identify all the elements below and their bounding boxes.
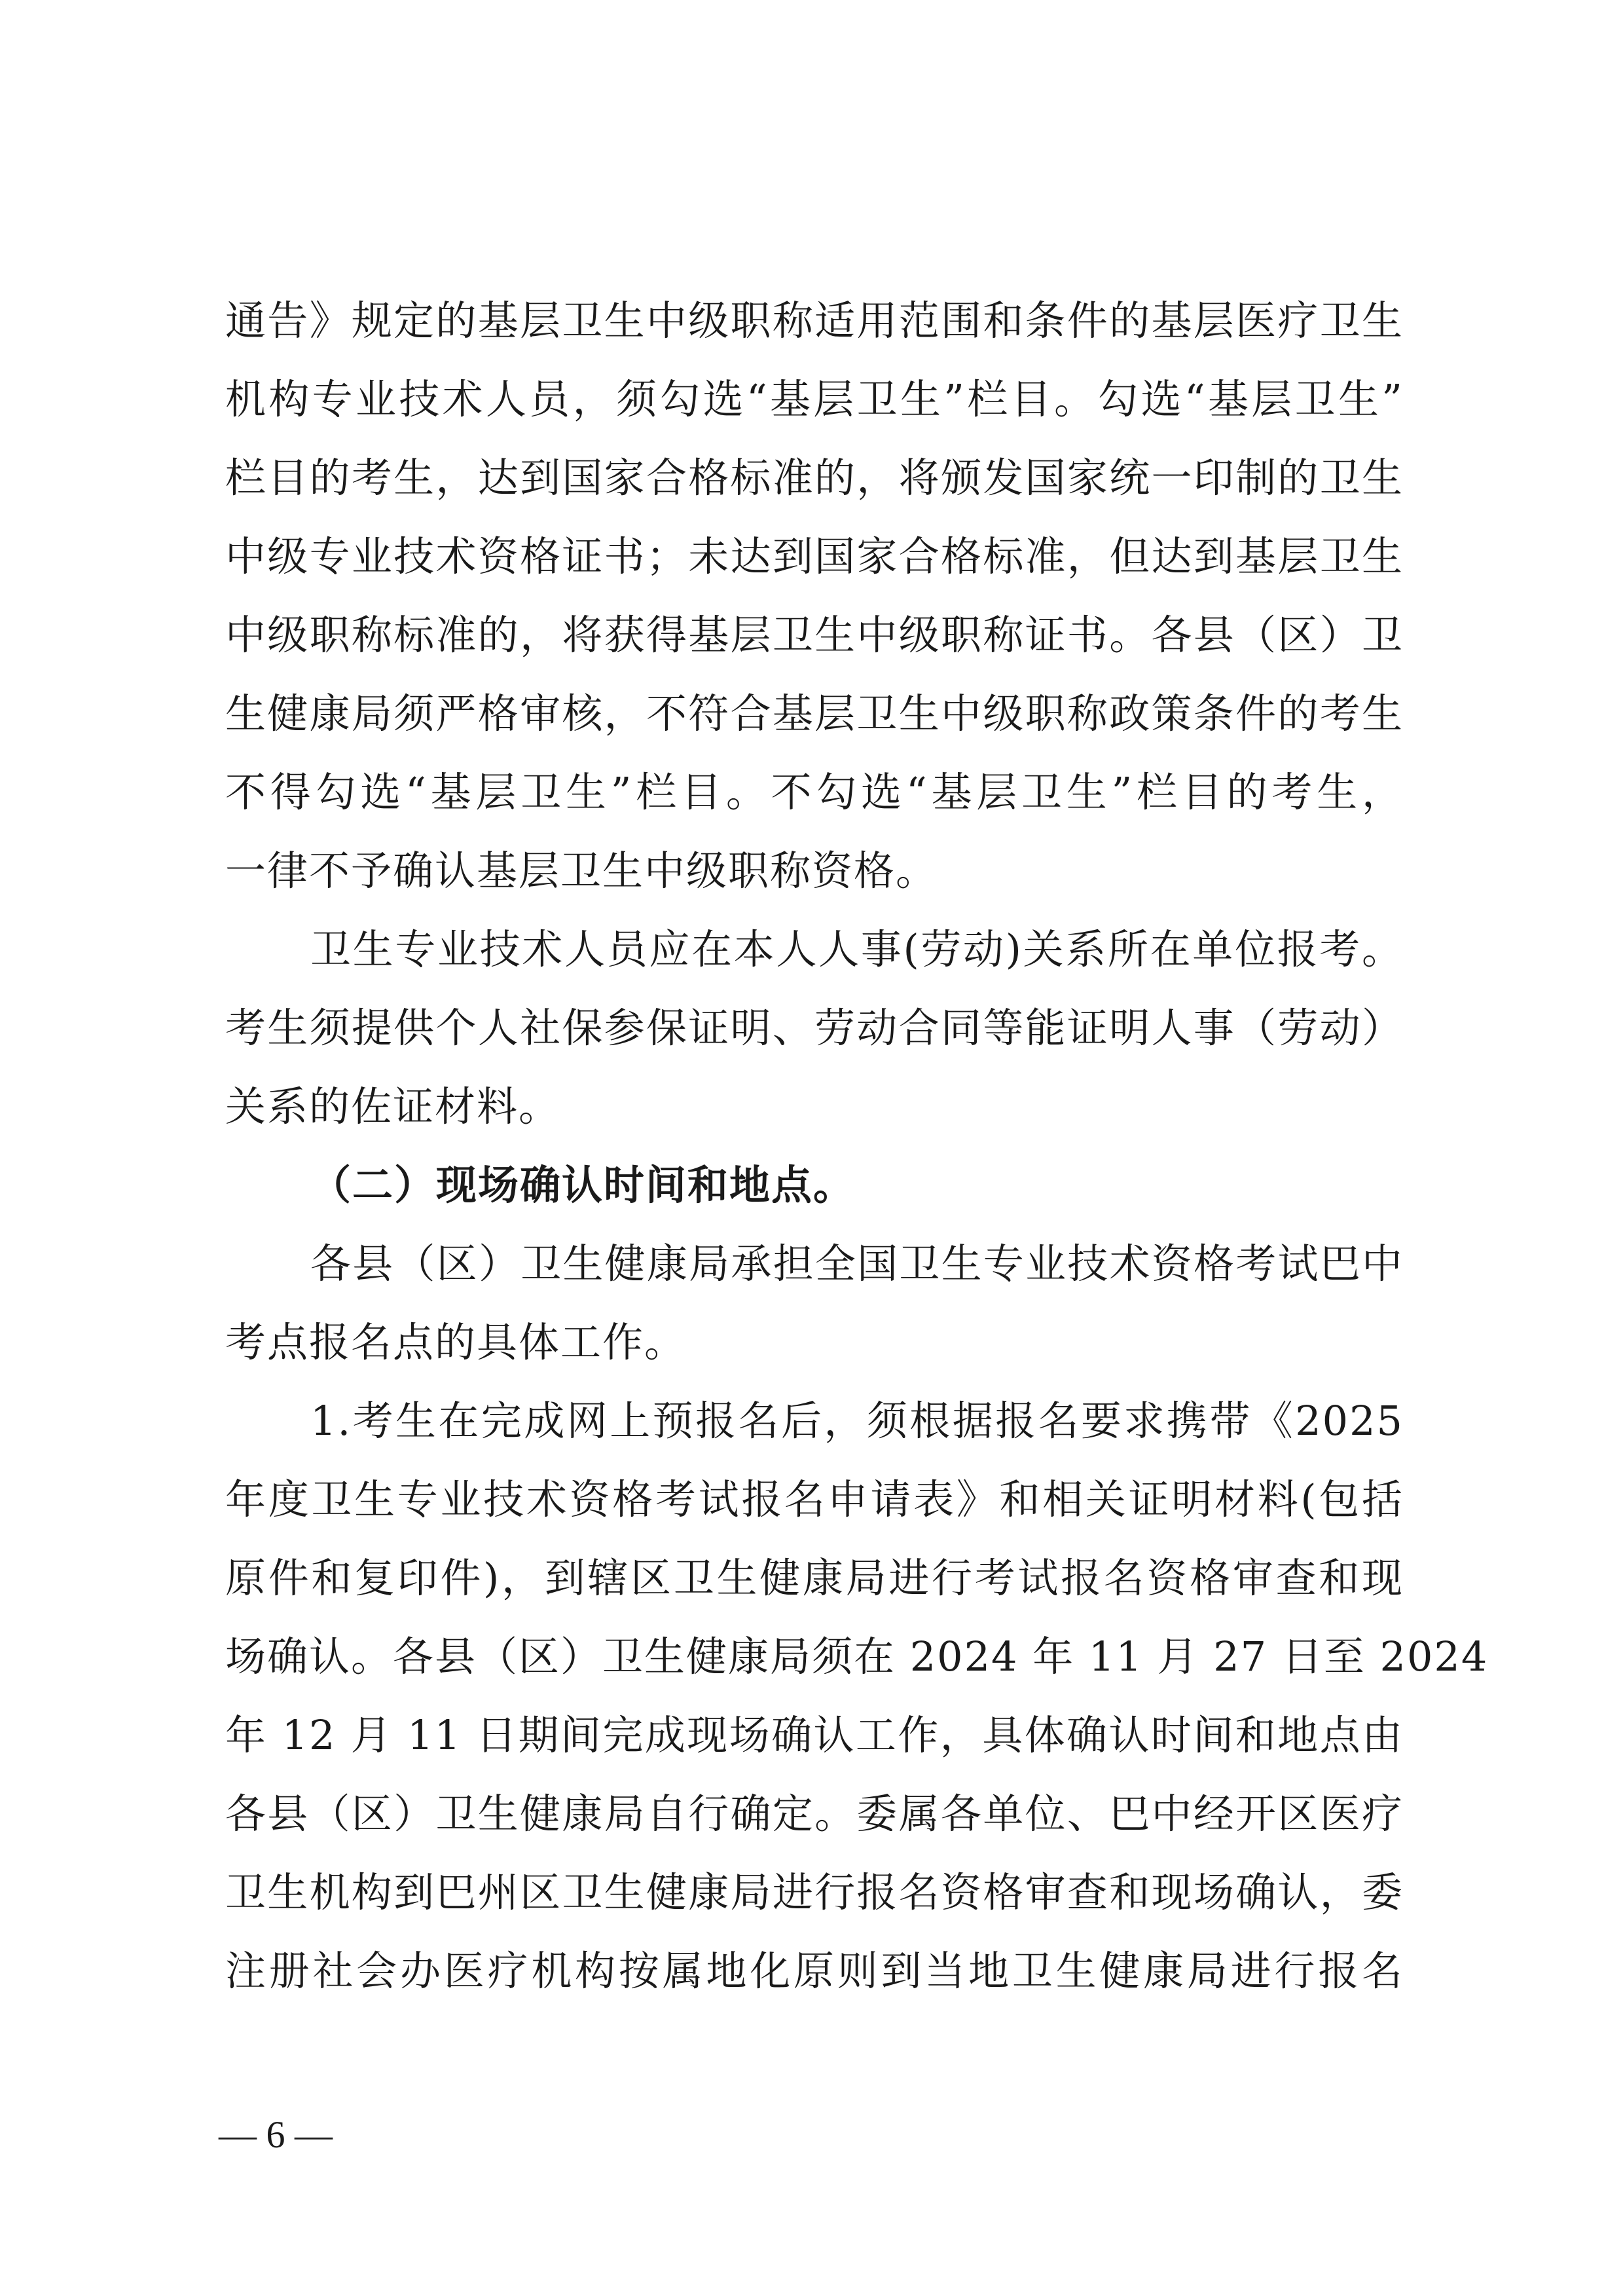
- text-line: 中级职称标准的，将获得基层卫生中级职称证书。各县（区）卫: [225, 611, 1404, 659]
- text-line: 栏目的考生，达到国家合格标准的，将颁发国家统一印制的卫生: [225, 454, 1404, 502]
- text-line: 各县（区）卫生健康局自行确定。委属各单位、巴中经开区医疗: [225, 1790, 1404, 1838]
- text-line: 考点报名点的具体工作。: [225, 1318, 687, 1366]
- text-line: 通告》规定的基层卫生中级职称适用范围和条件的基层医疗卫生: [225, 297, 1404, 344]
- text-line: 一律不予确认基层卫生中级职称资格。: [225, 847, 938, 895]
- paragraph-start-line: 1.考生在完成网上预报名后，须根据报名要求携带《2025: [310, 1397, 1404, 1445]
- text-line: 原件和复印件)，到辖区卫生健康局进行考试报名资格审查和现: [225, 1554, 1404, 1602]
- text-line: 关系的佐证材料。: [225, 1083, 561, 1130]
- paragraph-start-line: 卫生专业技术人员应在本人人事(劳动)关系所在单位报考。: [310, 925, 1404, 973]
- text-line: 年 12 月 11 日期间完成现场确认工作，具体确认时间和地点由: [225, 1711, 1404, 1759]
- text-line: 年度卫生专业技术资格考试报名申请表》和相关证明材料(包括: [225, 1475, 1404, 1523]
- text-line: 生健康局须严格审核，不符合基层卫生中级职称政策条件的考生: [225, 690, 1404, 737]
- section-heading: （二）现场确认时间和地点。: [310, 1161, 856, 1209]
- text-line: 卫生机构到巴州区卫生健康局进行报名资格审查和现场确认，委: [225, 1868, 1404, 1916]
- text-line: 机构专业技术人员，须勾选“基层卫生”栏目。勾选“基层卫生”: [225, 375, 1404, 423]
- text-line: 中级专业技术资格证书；未达到国家合格标准，但达到基层卫生: [225, 532, 1404, 580]
- paragraph-start-line: 各县（区）卫生健康局承担全国卫生专业技术资格考试巴中: [310, 1240, 1404, 1287]
- text-line: 场确认。各县（区）卫生健康局须在 2024 年 11 月 27 日至 2024: [225, 1633, 1489, 1680]
- body-text: [225, 282, 1489, 2010]
- page-number: — 6 —: [219, 2113, 333, 2156]
- text-line: 不得勾选“基层卫生”栏目。不勾选“基层卫生”栏目的考生，: [225, 768, 1404, 816]
- text-line: 注册社会办医疗机构按属地化原则到当地卫生健康局进行报名: [225, 1947, 1404, 1995]
- text-line: 考生须提供个人社保参保证明、劳动合同等能证明人事（劳动）: [225, 1004, 1404, 1052]
